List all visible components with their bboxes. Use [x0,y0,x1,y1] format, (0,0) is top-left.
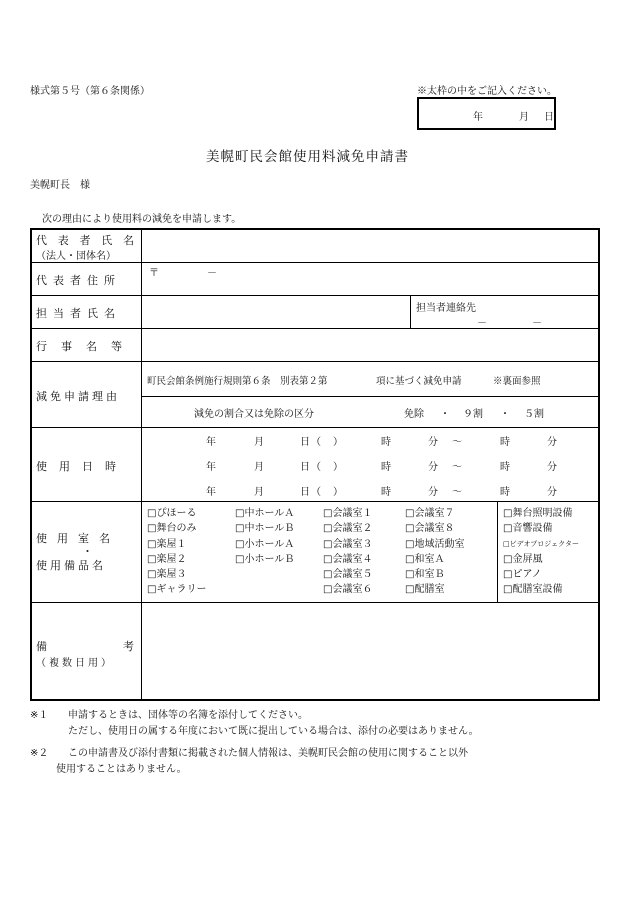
paren-open: （ [311,437,321,448]
room-checkbox[interactable]: □会議室１ [323,508,373,519]
room-checkbox[interactable]: □会議室３ [323,538,373,550]
row-divider [31,427,599,428]
reason-basis-suffix: 項に基づく減免申請 [376,376,462,387]
year-unit: 年 [206,437,216,448]
page-title: 美幌町民会館使用料減免申請書 [206,149,409,165]
minute-unit: 分 [428,462,438,473]
room-checkbox[interactable]: □和室Ｂ [405,569,445,581]
minute-unit: 分 [428,437,438,448]
paren-open: （ [311,462,321,473]
remarks-label: 備 考 [36,640,134,653]
instruction-text: ※太枠の中をご記入ください。 [417,86,557,97]
equipment-divider [497,502,498,602]
row-divider [31,295,599,296]
usage-date-label: 使用日時 [36,460,128,473]
room-checkbox[interactable]: □地域活動室 [405,538,465,550]
row-divider [31,501,599,502]
note-1-mark: ※１ [30,710,49,721]
room-checkbox[interactable]: □楽屋３ [147,569,187,581]
month-unit: 月 [254,487,264,498]
room-checkbox[interactable]: □舞台のみ [147,523,197,535]
equipment-checkbox[interactable]: □ピアノ [503,569,542,581]
room-checkbox[interactable]: □会議室２ [323,523,373,535]
hour-unit: 時 [500,437,510,448]
note-2-line-1: この申請書及び添付書類に掲載された個人情報は、美幌町民会館の使用に関すること以外 [68,748,468,759]
minute-unit: 分 [547,487,557,498]
rooms-column-2 [235,506,294,567]
ratio-option-90[interactable]: ９割 [463,409,483,420]
row-divider [31,262,599,263]
representative-address-label: 代表者住所 [36,274,121,287]
note-2-mark: ※２ [30,748,49,759]
representative-name-label: 代 表 者 氏 名 [36,234,134,247]
hour-unit: 時 [500,487,510,498]
day-unit: 日 [300,487,310,498]
form-number: 様式第５号（第６条関係） [30,86,150,97]
rooms-column-4 [405,506,464,598]
day-unit: 日 [300,437,310,448]
room-label-dot: ・ [82,545,93,558]
tilde: ～ [452,437,462,448]
day-unit: 日 [300,462,310,473]
room-checkbox[interactable]: □配膳室 [405,584,445,596]
month-unit: 月 [254,437,264,448]
hour-unit: 時 [381,487,391,498]
year-unit: 年 [206,462,216,473]
ratio-dot: ・ [440,409,450,420]
paren-close: ） [333,462,343,473]
date-month-label: 月 [519,112,529,123]
contact-divider [410,296,411,328]
addressee: 美幌町長 様 [30,180,90,191]
equipment-checkbox[interactable]: □ビデオプロジェクター [503,539,579,548]
row-divider [141,396,599,397]
room-checkbox[interactable]: □小ホールＢ [235,553,295,565]
hour-unit: 時 [381,437,391,448]
note-1-line-1: 申請するときは、団体等の名簿を添付してください。 [68,710,308,721]
date-box[interactable] [417,97,556,130]
equipment-name-label: 使用備品名 [36,559,106,572]
room-checkbox[interactable]: □中ホールＡ [235,508,295,519]
ratio-label: 減免の割合又は免除の区分 [194,409,314,420]
equipment-checkbox[interactable]: □音響設備 [503,523,553,535]
paren-close: ） [333,437,343,448]
representative-name-sublabel: （法人・団体名） [36,251,116,262]
ratio-option-50[interactable]: ５割 [524,409,544,420]
equipment-column [503,506,579,598]
equipment-checkbox[interactable]: □金屏風 [503,553,543,565]
hour-unit: 時 [500,462,510,473]
month-unit: 月 [254,462,264,473]
rooms-column-3 [323,506,372,598]
date-year-label: 年 [473,112,483,123]
event-name-label: 行事名等 [36,340,136,353]
room-checkbox[interactable]: □楽屋１ [147,538,187,550]
room-checkbox[interactable]: □ギャラリー [147,584,207,596]
date-day-label: 日 [544,112,554,123]
row-divider [31,328,599,329]
rooms-column-1 [147,506,206,598]
contact-label: 担当者連絡先 [416,303,476,314]
room-name-label: 使用室名 [36,532,120,545]
paren-close: ） [333,487,343,498]
minute-unit: 分 [428,487,438,498]
tilde: ～ [452,462,462,473]
ratio-dot: ・ [500,409,510,420]
row-divider [31,602,599,603]
room-checkbox[interactable]: □会議室４ [323,553,373,565]
person-in-charge-label: 担当者氏名 [36,307,121,320]
contact-dash: － [477,318,487,329]
equipment-checkbox[interactable]: □配膳室設備 [503,584,563,596]
room-checkbox[interactable]: □和室Ａ [405,553,445,565]
reason-basis-text: 町民会館条例施行規則第６条 別表第２第 [147,376,328,387]
room-checkbox[interactable]: □会議室７ [405,508,455,519]
hour-unit: 時 [381,462,391,473]
postal-dash: － [207,268,217,279]
reduction-reason-label: 減免申請理由 [36,390,120,403]
note-2-line-2: 使用することはありません。 [56,764,187,775]
remarks-sublabel: （複数日用） [36,658,114,669]
ratio-option-exempt[interactable]: 免除 [404,409,424,420]
room-checkbox[interactable]: □小ホールＡ [235,538,295,550]
reason-note: ※裏面参照 [493,376,541,387]
room-checkbox[interactable]: □会議室８ [405,523,455,535]
minute-unit: 分 [547,462,557,473]
room-checkbox[interactable]: □会議室６ [323,584,373,596]
intro-text: 次の理由により使用料の減免を申請します。 [42,214,242,225]
label-column-divider [141,229,142,700]
note-1-line-2: ただし、使用日の属する年度において既に提出している場合は、添付の必要はありません。 [68,726,479,737]
year-unit: 年 [206,487,216,498]
room-checkbox[interactable]: □中ホールＢ [235,523,295,535]
tilde: ～ [452,487,462,498]
equipment-checkbox[interactable]: □舞台照明設備 [503,508,573,519]
row-divider [31,361,599,362]
contact-dash: － [532,318,542,329]
room-checkbox[interactable]: □楽屋２ [147,553,187,565]
minute-unit: 分 [547,437,557,448]
postal-mark: 〒 [149,268,159,279]
room-checkbox[interactable]: □ぴほーる [147,508,197,519]
room-checkbox[interactable]: □会議室５ [323,569,373,581]
paren-open: （ [311,487,321,498]
